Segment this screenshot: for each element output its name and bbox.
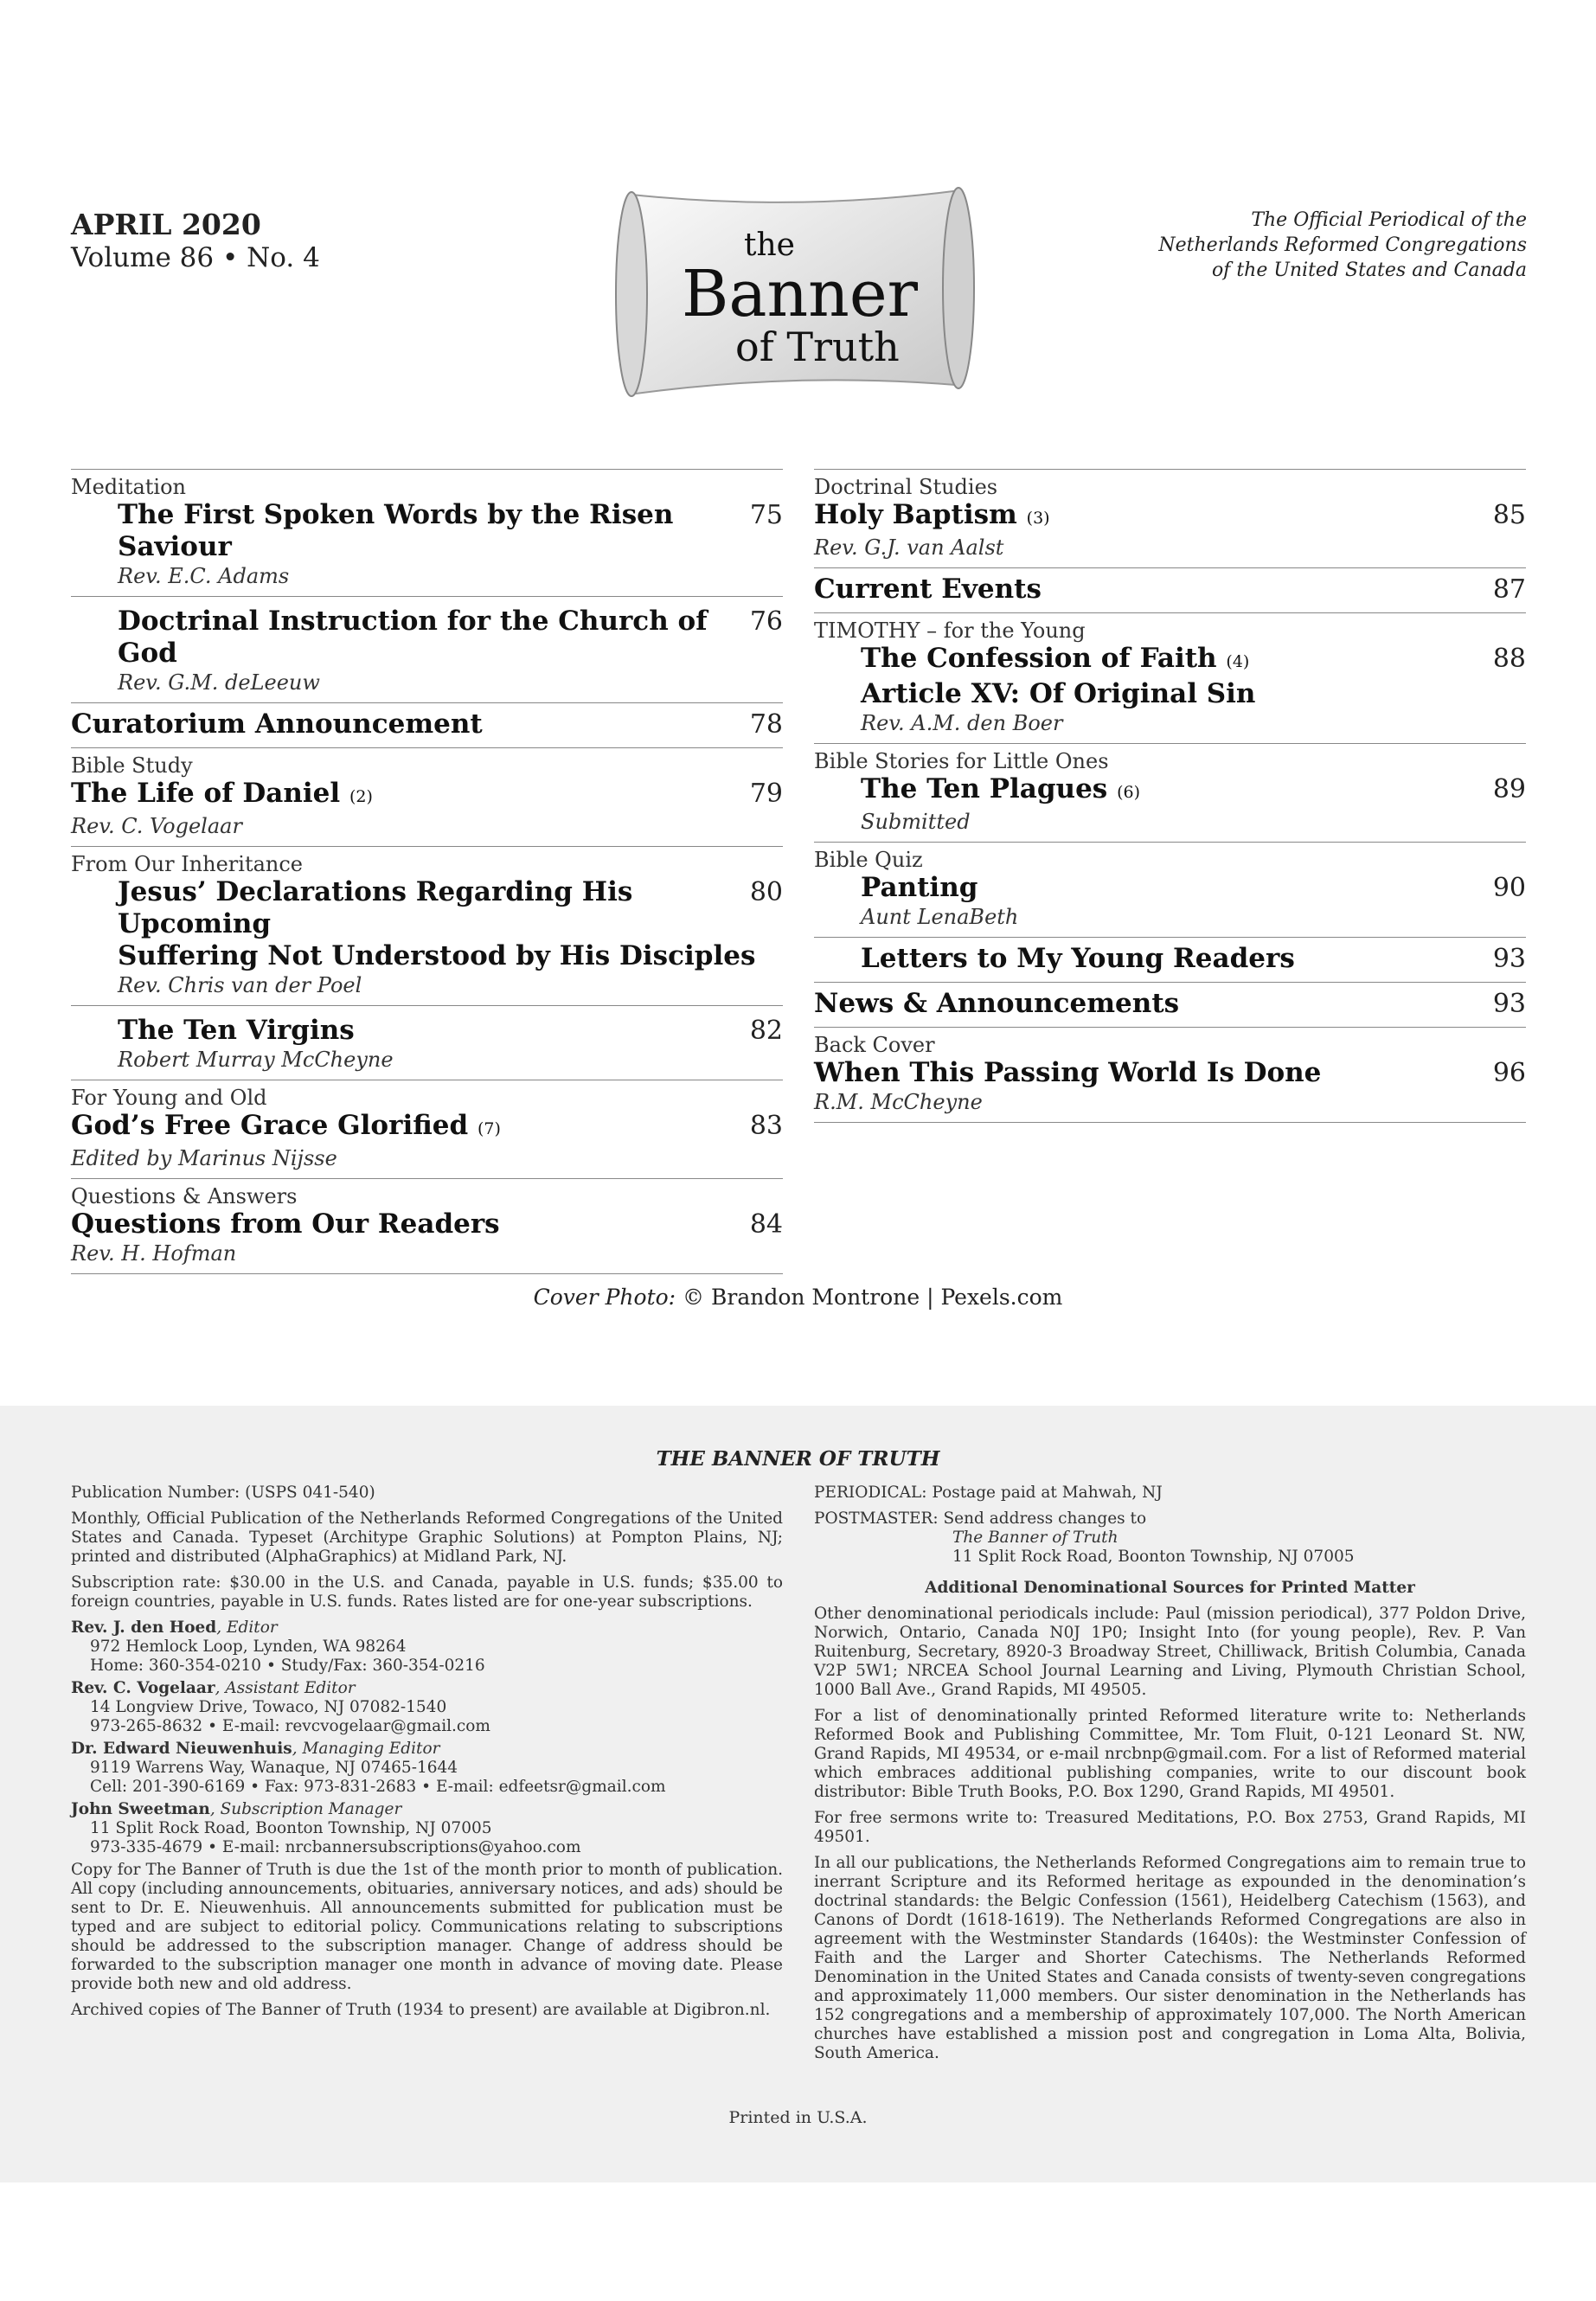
- editor-phone: Home: 360-354-0210 • Study/Fax: 360-354-0216: [90, 1657, 485, 1675]
- toc-page-number: 88: [1492, 644, 1526, 674]
- subscription-manager-role: , Subscription Manager: [209, 1800, 402, 1818]
- toc-title-text: The Life of Daniel: [71, 778, 341, 809]
- toc-title[interactable]: [814, 1057, 1321, 1089]
- monthly-info: Monthly, Official Publication of the Netherlands Reformed Congregations of the United States and Canada. Typeset (Architype Graphic Solutions) at Pompton Plains, NJ; printed and distributed (AlphaGraphics) at Midland Park, NJ.: [71, 1509, 783, 1566]
- toc-entry[interactable]: [71, 702, 783, 747]
- toc-author: Rev. A.M. den Boer: [861, 711, 1063, 735]
- toc-part: (7): [477, 1119, 501, 1138]
- archived-copies: Archived copies of The Banner of Truth (1934 to present) are available at Digibron.nl.: [71, 2001, 771, 2019]
- toc-entry[interactable]: [814, 937, 1526, 982]
- toc-title-text: Panting: [861, 872, 978, 903]
- periodical-line: The Official Periodical of the: [1251, 209, 1527, 231]
- logo-the: the: [744, 228, 795, 263]
- toc-title[interactable]: [861, 773, 1140, 809]
- toc-category: Doctrinal Studies: [814, 475, 998, 499]
- toc-entry[interactable]: [814, 567, 1526, 612]
- issue-volume: Volume 86 • No. 4: [71, 242, 320, 273]
- scroll-icon: [606, 177, 986, 411]
- subscription-manager-phone: 973-335-4679 • E-mail: nrcbannersubscriptions@yahoo.com: [90, 1838, 581, 1856]
- postmaster: [814, 1509, 1526, 1567]
- toc-title[interactable]: [71, 778, 373, 813]
- toc-title[interactable]: [71, 1110, 501, 1145]
- postmaster-title: The Banner of Truth: [952, 1529, 1118, 1547]
- toc-author: Rev. E.C. Adams: [118, 564, 290, 588]
- editor-address: 972 Hemlock Loop, Lynden, WA 98264: [90, 1638, 407, 1656]
- postmaster-address: 11 Split Rock Road, Boonton Township, NJ 07005: [952, 1548, 1355, 1566]
- assistant-editor-phone: 973-265-8632 • E-mail: revcvogelaar@gmail.com: [90, 1717, 490, 1735]
- toc-title-text: The Confession of Faith: [861, 643, 1217, 674]
- toc-title-text: Jesus’ Declarations Regarding His Upcoming: [118, 876, 633, 939]
- toc-title-text: God’s Free Grace Glorified: [71, 1110, 469, 1141]
- masthead-title: THE BANNER OF TRUTH: [656, 1447, 940, 1471]
- editor-contact: [71, 1618, 783, 1676]
- toc-author: Robert Murray McCheyne: [118, 1048, 394, 1072]
- toc-category: Questions & Answers: [71, 1184, 298, 1208]
- cover-photo-label: Cover Photo:: [533, 1285, 676, 1310]
- cover-photo-text: © Brandon Montrone | Pexels.com: [676, 1285, 1063, 1310]
- assistant-editor-contact: [71, 1679, 783, 1736]
- toc-title-text: Curatorium Announcement: [71, 708, 483, 740]
- subscription-rate: Subscription rate: $30.00 in the U.S. and Canada, payable in U.S. funds; $35.00 to foreign countries, payable in U.S. funds. Rates listed are for one-year subscriptions.: [71, 1574, 783, 1611]
- assistant-editor-address: 14 Longview Drive, Towaco, NJ 07082-1540: [90, 1698, 447, 1716]
- toc-page-number: 89: [1492, 774, 1526, 804]
- toc-page-number: 84: [749, 1209, 783, 1240]
- logo-banner: Banner: [682, 257, 918, 331]
- toc-category: TIMOTHY – for the Young: [814, 619, 1086, 643]
- toc-title-text: The First Spoken Words by the Risen Saviour: [118, 499, 674, 562]
- toc-title-text: When This Passing World Is Done: [814, 1057, 1322, 1088]
- toc-author: Rev. Chris van der Poel: [118, 973, 362, 997]
- toc-title[interactable]: [814, 499, 1050, 535]
- toc-entry[interactable]: [71, 469, 783, 596]
- printed-in: Printed in U.S.A.: [728, 2108, 868, 2127]
- toc-entry[interactable]: [71, 846, 783, 1005]
- literature-list: For a list of denominationally printed Reformed literature write to: Netherlands Reformed Book and Publishing Committee, Mr. Tom Fluit, 0-121 Leonard St. NW, Grand Rapids, MI 49534, or e-mail nrcbnp@gmail.com. For a list of Reformed material which embraces additional publishing companies, write to our discount book distributor: Bible Truth Books, P.O. Box 1290, Grand Rapids, MI 49501.: [814, 1707, 1526, 1801]
- toc-page-number: 96: [1492, 1058, 1526, 1088]
- toc-part: (4): [1226, 652, 1250, 671]
- toc-title-text: Current Events: [814, 574, 1042, 605]
- editor-role: , Editor: [216, 1618, 278, 1637]
- toc-entry[interactable]: [71, 1178, 783, 1274]
- mission-statement: In all our publications, the Netherlands Reformed Congregations aim to remain true to inerrant Scripture and its Reformed heritage as expounded in the denomination’s doctrinal standards: the Belgic Confession (1561), Heidelberg Catechism (1563), and Canons of Dordt (1618-1619). The Netherlands Reformed Congregations are also in agreement with the Westminster Standards (1640s): the Westminster Confession of Faith and the Larger and Shorter Catechisms. The Netherlands Reformed Denomination in the United States and Canada consists of twenty-seven congregations and approximately 11,000 members. Our sister denomination in the Netherlands has 152 congregations and a membership of approximately 107,000. The North American churches have established a mission post and congregation in Loma Alta, Bolivia, South America.: [814, 1854, 1526, 2062]
- managing-editor-phone: Cell: 201-390-6169 • Fax: 973-831-2683 • E-mail: edfeetsr@gmail.com: [90, 1778, 666, 1796]
- assistant-editor-role: , Assistant Editor: [215, 1679, 356, 1697]
- managing-editor-address: 9119 Warrens Way, Wanaque, NJ 07465-1644: [90, 1759, 458, 1777]
- masthead-right-column: [814, 1484, 1526, 2070]
- toc-title[interactable]: [71, 708, 483, 740]
- toc-category: Meditation: [71, 475, 186, 499]
- toc-page-number: 85: [1492, 500, 1526, 530]
- toc-part: (2): [349, 787, 373, 806]
- cover-photo-credit: [0, 1285, 1596, 1310]
- toc-part: (6): [1117, 783, 1140, 802]
- toc-page-number: 93: [1492, 989, 1526, 1019]
- toc-title-text: News & Announcements: [814, 988, 1180, 1019]
- periodical-postage: PERIODICAL: Postage paid at Mahwah, NJ: [814, 1484, 1163, 1502]
- toc-entry[interactable]: [71, 747, 783, 846]
- toc-page-number: 76: [749, 606, 783, 637]
- copy-policy: Copy for The Banner of Truth is due the 1st of the month prior to month of publication. All copy (including announcements, obituaries, anniversary notices, and ads) should be sent to Dr. E. Nieuwenhuis. All announcements submitted for publication must be typed and are subject to editorial policy. Communications relating to subscriptions should be addressed to the subscription manager. Change of address should be forwarded to the subscription manager one month in advance of moving date. Please provide both new and old address.: [71, 1861, 783, 1993]
- toc-title[interactable]: [71, 1208, 500, 1240]
- toc-entry[interactable]: [814, 842, 1526, 937]
- toc-title[interactable]: [118, 499, 750, 563]
- toc-author: Submitted: [861, 810, 971, 834]
- toc-author: Aunt LenaBeth: [861, 905, 1019, 929]
- toc-title-line2[interactable]: Article XV: Of Original Sin: [861, 678, 1256, 709]
- toc-page-number: 90: [1492, 873, 1526, 903]
- toc-title-text: Questions from Our Readers: [71, 1208, 500, 1240]
- toc-title-text: Holy Baptism: [814, 499, 1017, 530]
- editor-name: Rev. J. den Hoed: [71, 1618, 217, 1637]
- masthead: [0, 1406, 1596, 2182]
- toc-category: Bible Study: [71, 753, 193, 778]
- toc-entry[interactable]: [71, 596, 783, 702]
- toc-category: From Our Inheritance: [71, 852, 303, 876]
- toc-page-number: 87: [1492, 574, 1526, 605]
- toc-page-number: 83: [749, 1111, 783, 1141]
- toc-title[interactable]: [118, 606, 750, 670]
- free-sermons: For free sermons write to: Treasured Meditations, P.O. Box 2753, Grand Rapids, MI 49501.: [814, 1809, 1526, 1846]
- toc-title[interactable]: [861, 643, 1249, 678]
- toc-page-number: 78: [749, 709, 783, 740]
- assistant-editor-name: Rev. C. Vogelaar: [71, 1679, 215, 1697]
- toc-page-number: 79: [749, 779, 783, 809]
- subscription-manager-address: 11 Split Rock Road, Boonton Township, NJ 07005: [90, 1819, 492, 1837]
- toc-page-number: 82: [749, 1016, 783, 1046]
- additional-sources-heading: Additional Denominational Sources for Printed Matter: [925, 1579, 1415, 1597]
- toc-category: Bible Stories for Little Ones: [814, 749, 1109, 773]
- banner-of-truth-logo: [606, 177, 986, 411]
- toc-category: Bible Quiz: [814, 848, 923, 872]
- toc-author: Rev. G.J. van Aalst: [814, 535, 1004, 560]
- subscription-manager-name: John Sweetman: [71, 1800, 210, 1818]
- subscription-manager-contact: [71, 1800, 783, 1857]
- toc-left-column: [71, 469, 783, 1274]
- periodical-tagline: [1042, 208, 1527, 283]
- toc-title-text: The Ten Plagues: [861, 773, 1108, 804]
- masthead-left-column: [71, 1484, 783, 2027]
- periodical-line: Netherlands Reformed Congregations: [1158, 234, 1527, 256]
- toc-title[interactable]: [861, 943, 1295, 975]
- toc-entry[interactable]: [71, 1080, 783, 1178]
- toc-entry[interactable]: [814, 469, 1526, 567]
- managing-editor-role: , Managing Editor: [292, 1740, 440, 1758]
- toc-page-number: 75: [749, 500, 783, 530]
- toc-author: R.M. McCheyne: [814, 1090, 983, 1114]
- toc-title[interactable]: [861, 872, 977, 904]
- toc-title-text: Letters to My Young Readers: [861, 943, 1295, 974]
- periodical-line: of the United States and Canada: [1211, 260, 1527, 281]
- issue-date: APRIL 2020: [71, 208, 261, 241]
- toc-author: Rev. G.M. deLeeuw: [118, 670, 320, 695]
- toc-title-text: The Ten Virgins: [118, 1015, 355, 1046]
- logo-of-truth: of Truth: [735, 324, 900, 370]
- toc-title-text: Doctrinal Instruction for the Church of God: [118, 606, 708, 669]
- toc-title[interactable]: [118, 1015, 355, 1047]
- pub-number: Publication Number: (USPS 041-540): [71, 1484, 375, 1502]
- toc-title[interactable]: [814, 574, 1042, 606]
- postmaster-line: POSTMASTER: Send address changes to: [814, 1509, 1147, 1528]
- toc-page-number: 80: [749, 877, 783, 907]
- toc-part: (3): [1026, 509, 1050, 528]
- toc-title[interactable]: [118, 876, 750, 940]
- toc-right-column: [814, 469, 1526, 1123]
- toc-entry[interactable]: [814, 743, 1526, 842]
- toc-entry[interactable]: [814, 612, 1526, 743]
- toc-title-line2[interactable]: Suffering Not Understood by His Disciples: [118, 940, 756, 971]
- managing-editor-contact: [71, 1740, 783, 1797]
- toc-author: Rev. C. Vogelaar: [71, 814, 242, 838]
- toc-title[interactable]: [814, 988, 1179, 1020]
- toc-page-number: 93: [1492, 944, 1526, 974]
- toc-entry[interactable]: [814, 982, 1526, 1027]
- toc-entry[interactable]: [71, 1005, 783, 1080]
- other-periodicals: Other denominational periodicals include: Paul (mission periodical), 377 Poldon Drive, Norwich, Ontario, Canada N0J 1P0; Insight Into (for young people), Rev. P. Van Ruitenburg, Secretary, 8920-3 Broadway Street, Chilliwack, British Columbia, Canada V2P 5W1; NRCEA School Journal Learning and Living, Plymouth Christian School, 1000 Ball Ave., Grand Rapids, MI 49505.: [814, 1605, 1526, 1699]
- toc-author: Edited by Marinus Nijsse: [71, 1146, 337, 1170]
- toc-category: For Young and Old: [71, 1086, 267, 1110]
- managing-editor-name: Dr. Edward Nieuwenhuis: [71, 1740, 292, 1758]
- toc-author: Rev. H. Hofman: [71, 1241, 237, 1266]
- toc-category: Back Cover: [814, 1033, 935, 1057]
- toc-entry[interactable]: [814, 1027, 1526, 1123]
